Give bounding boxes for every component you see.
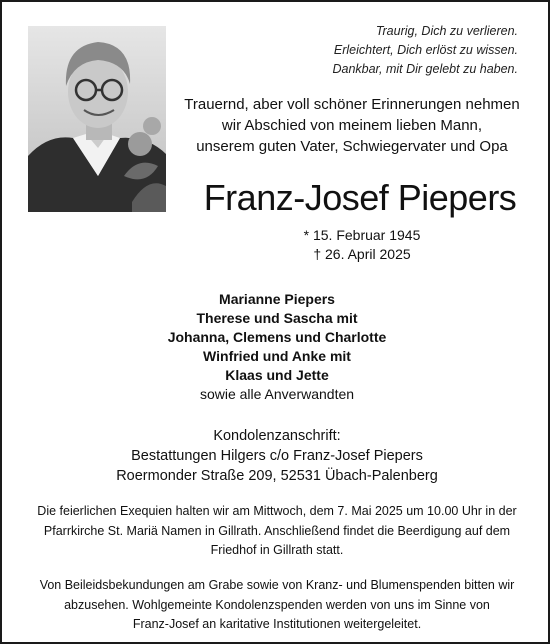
funeral-info (26, 502, 528, 561)
donation-request (26, 576, 528, 635)
portrait-photo (28, 26, 166, 212)
family-closing: sowie alle Anverwandten (199, 386, 355, 402)
mourning-line: wir Abschied von meinem lieben Mann, (221, 117, 483, 134)
funeral-line: Friedhof in Gillrath statt. (210, 543, 344, 557)
condolence-address (2, 426, 550, 486)
request-line: abzusehen. Wohlgemeinte Kondolenzspenden werden von uns im Sinne von (64, 597, 490, 612)
quote-line: Erleichtert, Dich erlöst zu wissen. (333, 43, 518, 57)
family-line: Klaas und Jette (225, 367, 329, 383)
family-line: Johanna, Clemens und Charlotte (167, 329, 387, 345)
mourning-line: unserem guten Vater, Schwiegervater und Opa (196, 138, 508, 155)
portrait-illustration (28, 26, 166, 212)
condolence-line: Roermonder Straße 209, 52531 Übach-Palenberg (116, 468, 438, 484)
death-date: † 26. April 2025 (313, 246, 411, 262)
family-line: Marianne Piepers (219, 291, 335, 307)
mourning-line: Trauernd, aber voll schöner Erinnerungen nehmen (184, 96, 520, 113)
birth-date: * 15. Februar 1945 (303, 227, 421, 243)
funeral-line: Die feierlichen Exequien halten wir am Mittwoch, dem 7. Mai 2025 um 10.00 Uhr in der (37, 504, 517, 518)
life-dates (272, 226, 452, 264)
family-line: Therese und Sascha mit (196, 310, 358, 326)
quote-line: Traurig, Dich zu verlieren. (375, 24, 518, 38)
request-line: Franz-Josef an karitative Institutionen weitergeleitet. (132, 617, 422, 631)
request-line: Von Beileidsbekundungen am Grabe sowie von Kranz- und Blumenspenden bitten wir (39, 578, 515, 592)
quote-block (278, 22, 518, 79)
quote-line: Dankbar, mit Dir gelebt zu haben. (332, 62, 518, 76)
mourning-text (182, 94, 522, 157)
family-list (2, 290, 550, 404)
funeral-line: Pfarrkirche St. Mariä Namen in Gillrath. Anschließend findet die Beerdigung auf dem (43, 523, 511, 538)
condolence-line: Bestattungen Hilgers c/o Franz-Josef Piepers (131, 448, 423, 464)
deceased-name: Franz-Josef Piepers (203, 177, 517, 218)
family-line: Winfried und Anke mit (203, 348, 351, 364)
condolence-heading: Kondolenzanschrift: (213, 428, 341, 444)
